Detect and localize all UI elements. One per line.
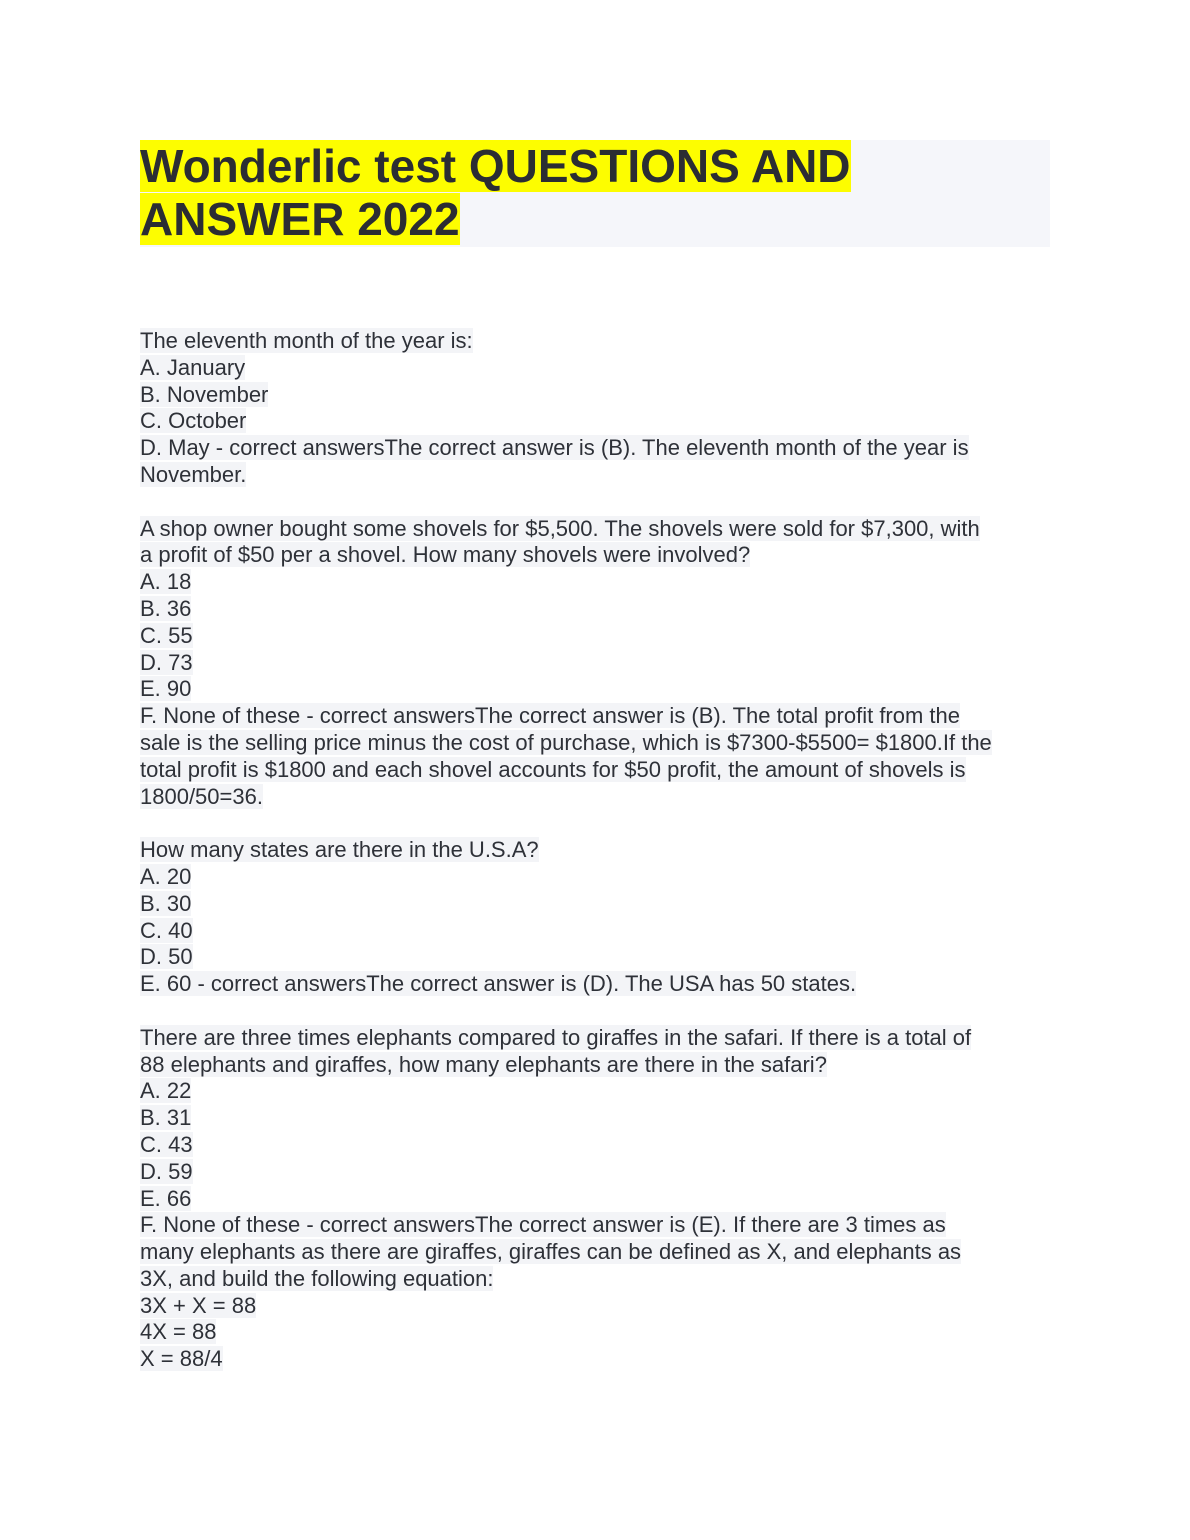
document-body [140, 328, 1060, 1373]
question-block [140, 1025, 1060, 1373]
text-line [140, 703, 1060, 730]
text-line-content: 88 elephants and giraffes, how many elephants are there in the safari? [140, 1051, 827, 1077]
text-line-content: 3X, and build the following equation: [140, 1265, 494, 1291]
text-line-content: F. None of these - correct answersThe correct answer is (E). If there are 3 times as [140, 1212, 946, 1238]
text-line [140, 1025, 1060, 1052]
question-block [140, 328, 1060, 489]
text-line [140, 784, 1060, 811]
text-line-content: There are three times elephants compared to giraffes in the safari. If there is a total of [140, 1024, 972, 1050]
text-line-content: a profit of $50 per a shovel. How many shovels were involved? [140, 542, 751, 568]
text-line-content: F. None of these - correct answersThe correct answer is (B). The total profit from the [140, 703, 961, 729]
text-line [140, 328, 1060, 355]
text-line [140, 462, 1060, 489]
text-line [140, 623, 1060, 650]
text-line-content: X = 88/4 [140, 1346, 223, 1372]
text-line [140, 1266, 1060, 1293]
text-line [140, 944, 1060, 971]
document-title [140, 140, 1050, 246]
text-line-content: C. October [140, 408, 247, 434]
title-line-1: Wonderlic test QUESTIONS AND [140, 140, 851, 192]
text-line [140, 650, 1060, 677]
text-line-content: C. 40 [140, 917, 193, 943]
text-line-content: B. 36 [140, 595, 192, 621]
text-line-content: D. 50 [140, 944, 193, 970]
text-line [140, 891, 1060, 918]
text-line [140, 382, 1060, 409]
text-line-content: The eleventh month of the year is: [140, 328, 473, 353]
text-line [140, 355, 1060, 382]
text-line-content: A shop owner bought some shovels for $5,500. The shovels were sold for $7,300, with [140, 515, 980, 541]
text-line-content: total profit is $1800 and each shovel accounts for $50 profit, the amount of shovels is [140, 756, 966, 782]
text-line-content: B. 30 [140, 890, 192, 916]
text-line [140, 542, 1060, 569]
text-line-content: E. 60 - correct answersThe correct answer is (D). The USA has 50 states. [140, 971, 857, 997]
text-line-content: A. January [140, 354, 246, 380]
text-line-content: C. 55 [140, 622, 193, 648]
text-line [140, 435, 1060, 462]
text-line-content: A. 22 [140, 1078, 192, 1104]
text-line [140, 516, 1060, 543]
text-line [140, 408, 1060, 435]
text-line [140, 1078, 1060, 1105]
title-line-2: ANSWER 2022 [140, 193, 460, 245]
text-line-content: E. 90 [140, 676, 192, 702]
text-line [140, 569, 1060, 596]
text-line [140, 1159, 1060, 1186]
text-line [140, 1212, 1060, 1239]
question-block [140, 516, 1060, 811]
title-block [140, 140, 1050, 247]
text-line-content: C. 43 [140, 1131, 193, 1157]
text-line [140, 1052, 1060, 1079]
text-line-content: A. 18 [140, 569, 192, 595]
text-line [140, 676, 1060, 703]
text-line [140, 596, 1060, 623]
text-line [140, 1239, 1060, 1266]
text-line-content: many elephants as there are giraffes, giraffes can be defined as X, and elephants as [140, 1239, 962, 1265]
text-line [140, 1319, 1060, 1346]
text-line-content: B. 31 [140, 1105, 192, 1131]
text-line [140, 757, 1060, 784]
text-line [140, 918, 1060, 945]
text-line-content: 4X = 88 [140, 1319, 217, 1345]
text-line-content: 1800/50=36. [140, 783, 263, 809]
text-line-content: D. 59 [140, 1158, 193, 1184]
text-line-content: A. 20 [140, 863, 192, 889]
text-line-content: B. November [140, 381, 269, 407]
text-line [140, 1293, 1060, 1320]
text-line [140, 837, 1060, 864]
text-line [140, 1132, 1060, 1159]
text-line [140, 1346, 1060, 1373]
text-line-content: D. May - correct answersThe correct answer is (B). The eleventh month of the year is [140, 435, 969, 461]
text-line [140, 1105, 1060, 1132]
text-line-content: 3X + X = 88 [140, 1292, 257, 1318]
text-line-content: November. [140, 461, 247, 487]
text-line-content: E. 66 [140, 1185, 192, 1211]
text-line-content: How many states are there in the U.S.A? [140, 837, 539, 863]
text-line-content: sale is the selling price minus the cost of purchase, which is $7300-$5500= $1800.If the [140, 729, 992, 755]
text-line [140, 1186, 1060, 1213]
text-line [140, 971, 1060, 998]
text-line [140, 864, 1060, 891]
text-line-content: D. 73 [140, 649, 193, 675]
question-block [140, 837, 1060, 998]
text-line [140, 730, 1060, 757]
